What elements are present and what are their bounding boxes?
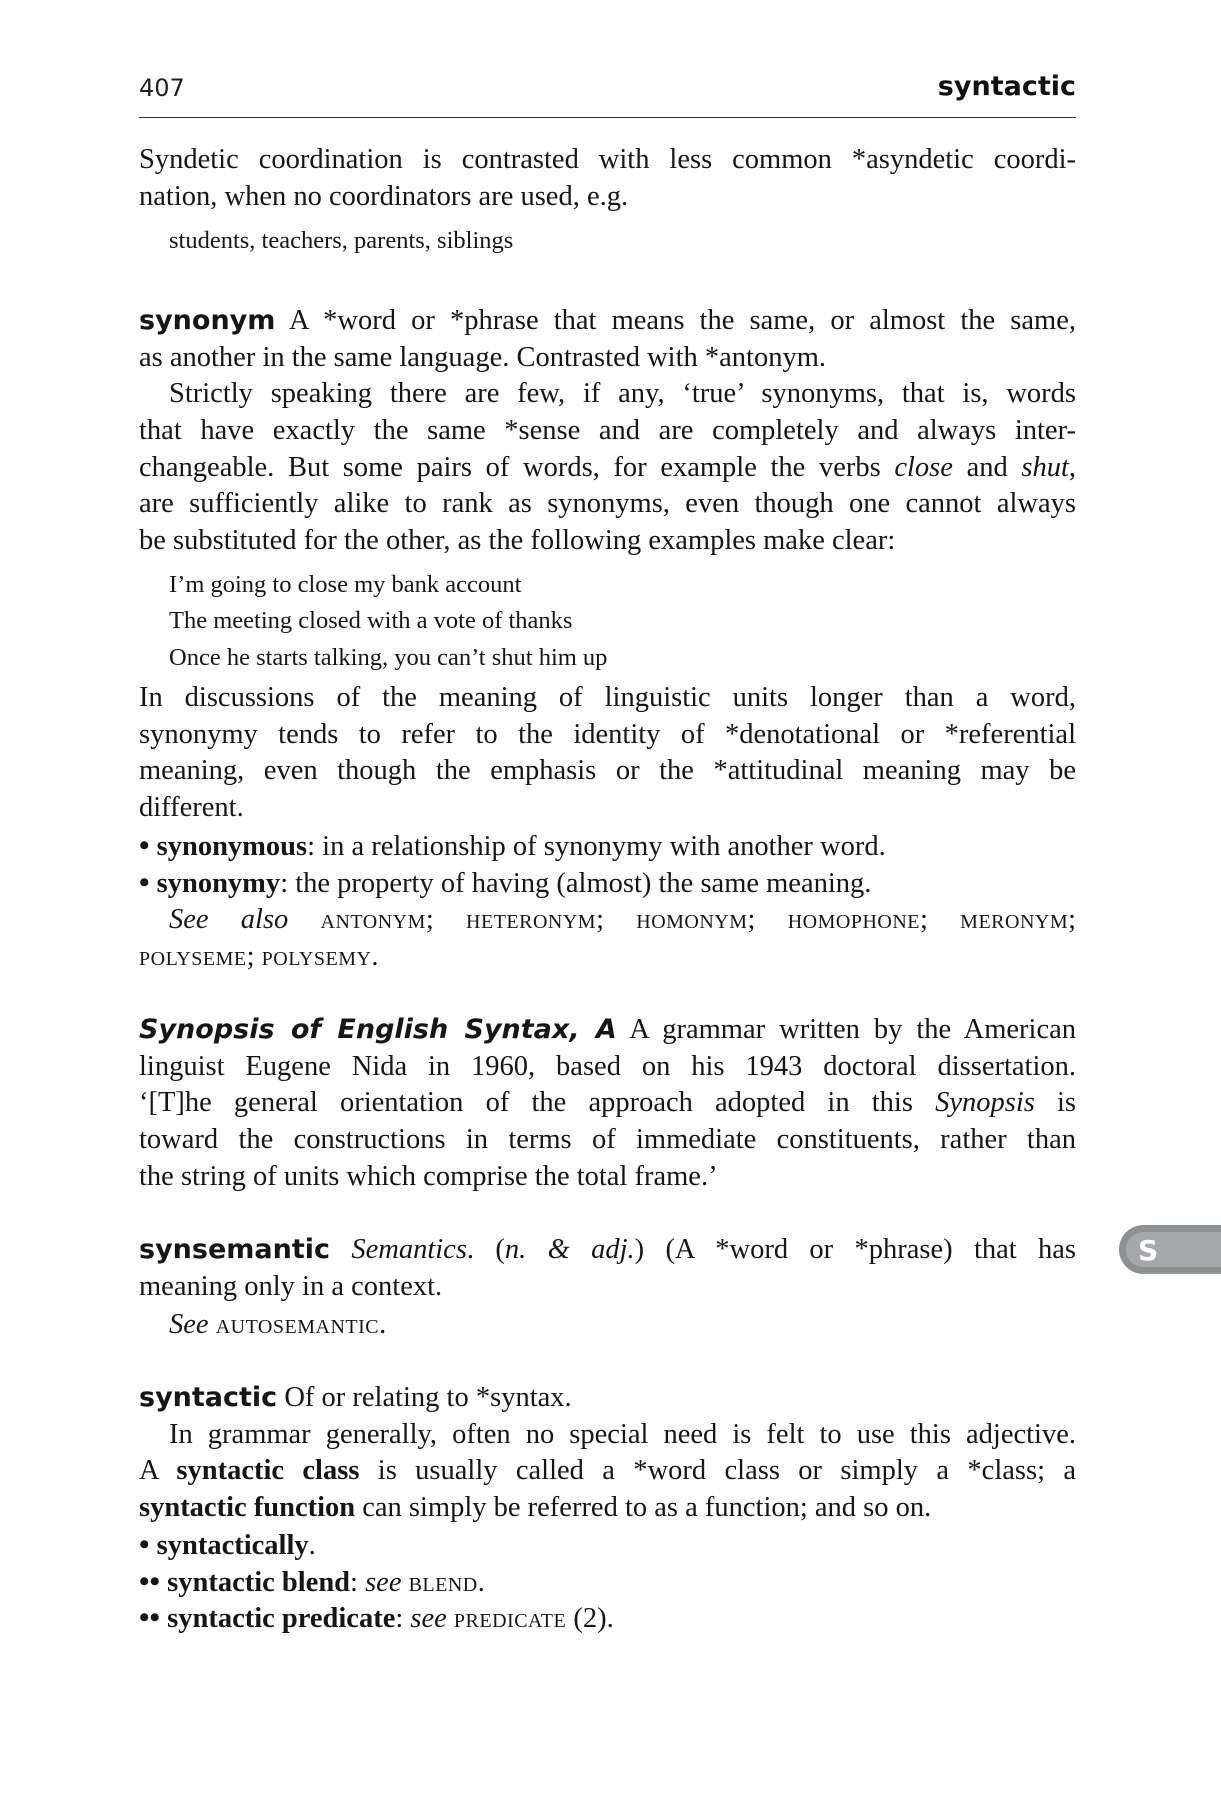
text: nation, when no coordinators are used, e.g. bbox=[139, 180, 629, 212]
italic-text: n. & adj. bbox=[504, 1234, 635, 1265]
text: meaning only in a context. bbox=[139, 1270, 443, 1302]
text-line bbox=[139, 1159, 1076, 1196]
text bbox=[288, 904, 320, 935]
bullet-item bbox=[139, 865, 1076, 902]
cross-reference-term: antonym bbox=[320, 904, 426, 935]
dictionary-entry bbox=[139, 1380, 1076, 1527]
bold-term: syntactic function bbox=[139, 1492, 356, 1524]
text: . ( bbox=[466, 1234, 505, 1265]
italic-text: See bbox=[169, 1309, 209, 1340]
text-line bbox=[139, 303, 1076, 340]
text bbox=[447, 1603, 454, 1634]
italic-text: Synopsis bbox=[935, 1087, 1035, 1119]
italic-text: close bbox=[894, 451, 953, 483]
text-line bbox=[139, 902, 1076, 939]
text: : in a relationship of synonymy with another word. bbox=[307, 831, 886, 862]
text: : bbox=[395, 1603, 411, 1635]
headword: synonym bbox=[139, 305, 276, 336]
cross-reference-term: heteronym bbox=[466, 904, 597, 935]
text: (2). bbox=[566, 1603, 614, 1635]
text-line bbox=[139, 179, 1076, 216]
text: ‘[T]he general orientation of the approach adopted in this bbox=[139, 1087, 936, 1119]
text: the string of units which comprise the total frame.’ bbox=[139, 1160, 718, 1192]
text: changeable. But some pairs of words, for example the verbs bbox=[139, 451, 895, 483]
text: different. bbox=[139, 792, 244, 824]
text-line bbox=[139, 376, 1076, 413]
text-line bbox=[139, 1012, 1076, 1049]
text: is bbox=[1034, 1087, 1076, 1119]
text: linguist Eugene Nida in 1960, based on his 1943 doctoral dissertation. bbox=[139, 1050, 1076, 1082]
cross-reference-term: blend bbox=[408, 1566, 478, 1598]
bold-term: syntactic class bbox=[176, 1455, 360, 1487]
text: : the property of having (almost) the same meaning. bbox=[280, 867, 872, 899]
text: ; bbox=[596, 904, 637, 935]
text-line bbox=[139, 1307, 1076, 1344]
text: I’m going to close my bank account bbox=[169, 571, 522, 598]
text bbox=[330, 1234, 351, 1265]
text: . bbox=[379, 1309, 387, 1340]
text bbox=[401, 1567, 408, 1598]
body-paragraph bbox=[139, 680, 1076, 827]
text: ; bbox=[1068, 904, 1076, 935]
cross-reference-term: polyseme bbox=[139, 940, 247, 972]
text-line bbox=[139, 142, 1076, 179]
text: meaning, even though the emphasis or the *attitudinal meaning may be bbox=[139, 755, 1076, 787]
text: A *word or *phrase that means the same, or almost the same, bbox=[275, 305, 1076, 336]
bold-term: synonymy bbox=[149, 867, 281, 899]
example-line bbox=[139, 223, 1076, 259]
example-line bbox=[139, 640, 1076, 676]
text: : bbox=[350, 1566, 366, 1598]
text-line bbox=[139, 1453, 1076, 1490]
bullet-item bbox=[139, 828, 1076, 865]
text-line bbox=[139, 1049, 1076, 1086]
text-line bbox=[139, 523, 1076, 560]
text: In discussions of the meaning of linguistic units longer than a word, bbox=[139, 682, 1076, 713]
example-line bbox=[139, 567, 1076, 603]
text: ; bbox=[246, 940, 262, 972]
text: . bbox=[371, 940, 379, 972]
bold-term: synonymous bbox=[149, 831, 308, 862]
bullet-icon: • bbox=[139, 865, 150, 899]
text: , bbox=[1068, 451, 1076, 483]
text-line bbox=[139, 413, 1076, 450]
text: Strictly speaking there are few, if any, ‘true’ synonyms, that is, words bbox=[169, 378, 1076, 410]
page-number: 407 bbox=[139, 74, 185, 102]
bullet-item bbox=[139, 1527, 1076, 1564]
cross-reference-term: predicate bbox=[453, 1603, 567, 1635]
bold-term: syntactic predicate bbox=[160, 1603, 396, 1635]
dictionary-entry bbox=[139, 1012, 1076, 1195]
dictionary-entry bbox=[139, 303, 1076, 560]
text: . bbox=[308, 1530, 316, 1561]
cross-reference bbox=[139, 1307, 1076, 1344]
cross-reference-term: homonym bbox=[636, 904, 748, 935]
bullet-icon: •• bbox=[139, 1601, 161, 1635]
text-line bbox=[139, 340, 1076, 377]
headword: synsemantic bbox=[139, 1234, 331, 1265]
bold-term: syntactically bbox=[149, 1530, 309, 1561]
derived-forms-list bbox=[139, 828, 1076, 901]
text: can simply be referred to as a function; and so on. bbox=[355, 1492, 932, 1524]
italic-text: see bbox=[410, 1603, 447, 1635]
cross-reference-term: autosemantic bbox=[215, 1309, 380, 1340]
text-line bbox=[139, 450, 1076, 487]
text: toward the constructions in terms of immediate constituents, rather than bbox=[139, 1124, 1076, 1156]
text-line bbox=[139, 790, 1076, 827]
text: are sufficiently alike to rank as synonyms, even though one cannot always bbox=[139, 488, 1076, 520]
body-paragraph bbox=[139, 142, 1076, 215]
text-line bbox=[139, 680, 1076, 717]
thumb-index-tab bbox=[1119, 1225, 1221, 1274]
example-line bbox=[139, 603, 1076, 639]
thumb-tab-inner bbox=[1126, 1232, 1221, 1267]
text: ; bbox=[747, 904, 788, 935]
headword: Synopsis of English Syntax, A bbox=[139, 1014, 617, 1045]
text-line bbox=[139, 1380, 1076, 1417]
text: as another in the same language. Contrasted with *antonym. bbox=[139, 341, 826, 373]
bullet-icon: • bbox=[139, 829, 150, 862]
cross-reference-term: polysemy bbox=[261, 940, 372, 972]
running-head: syntactic bbox=[937, 71, 1076, 102]
text-line bbox=[139, 1490, 1076, 1527]
bullet-item bbox=[139, 1600, 1076, 1637]
text-line bbox=[139, 717, 1076, 754]
bullet-icon: •• bbox=[139, 1564, 161, 1598]
bullet-item bbox=[139, 1564, 1076, 1601]
example-list bbox=[139, 223, 1076, 259]
text-line bbox=[139, 1232, 1076, 1269]
dictionary-entry bbox=[139, 1232, 1076, 1305]
text-line bbox=[139, 1122, 1076, 1159]
cross-reference-term: meronym bbox=[960, 904, 1069, 935]
italic-text: shut bbox=[1021, 451, 1069, 483]
text: A grammar written by the American bbox=[616, 1014, 1076, 1045]
text-line bbox=[139, 1417, 1076, 1454]
text: In grammar generally, often no special need is felt to use this adjective. bbox=[169, 1418, 1076, 1450]
text-line bbox=[139, 1269, 1076, 1306]
bullet-icon: • bbox=[139, 1528, 150, 1561]
text: is usually called a *word class or simply a *class; a bbox=[359, 1455, 1076, 1487]
headword: syntactic bbox=[139, 1382, 278, 1413]
text: and bbox=[952, 451, 1022, 483]
text: synonymy tends to refer to the identity of *denotational or *referential bbox=[139, 718, 1076, 750]
cross-reference-term: homophone bbox=[787, 904, 920, 935]
text: Once he starts talking, you can’t shut him up bbox=[169, 643, 608, 671]
text: . bbox=[477, 1566, 485, 1598]
header-rule bbox=[139, 117, 1076, 118]
text: that have exactly the same *sense and are completely and always inter- bbox=[139, 415, 1076, 447]
text: Of or relating to *syntax. bbox=[277, 1382, 572, 1413]
italic-text: Semantics bbox=[351, 1234, 467, 1265]
derived-forms-list bbox=[139, 1527, 1076, 1637]
cross-reference bbox=[139, 902, 1076, 975]
text: ) (A *word or *phrase) that has bbox=[634, 1234, 1076, 1265]
italic-text: See also bbox=[169, 904, 289, 935]
bold-term: syntactic blend bbox=[160, 1566, 351, 1598]
example-list bbox=[139, 567, 1076, 676]
text: be substituted for the other, as the following examples make clear: bbox=[139, 525, 896, 557]
text: students, teachers, parents, siblings bbox=[169, 227, 514, 254]
thumb-tab-letter: S bbox=[1138, 1234, 1159, 1267]
text: ; bbox=[920, 904, 961, 935]
text-line bbox=[139, 486, 1076, 523]
text: A bbox=[139, 1455, 177, 1487]
text: Syndetic coordination is contrasted with less common *asyndetic coordi- bbox=[139, 144, 1076, 175]
text-line bbox=[139, 1085, 1076, 1122]
text-line bbox=[139, 753, 1076, 790]
italic-text: see bbox=[365, 1566, 402, 1598]
text: ; bbox=[425, 904, 467, 935]
text bbox=[209, 1309, 216, 1340]
text-line bbox=[139, 939, 1076, 976]
text: The meeting closed with a vote of thanks bbox=[169, 607, 573, 635]
